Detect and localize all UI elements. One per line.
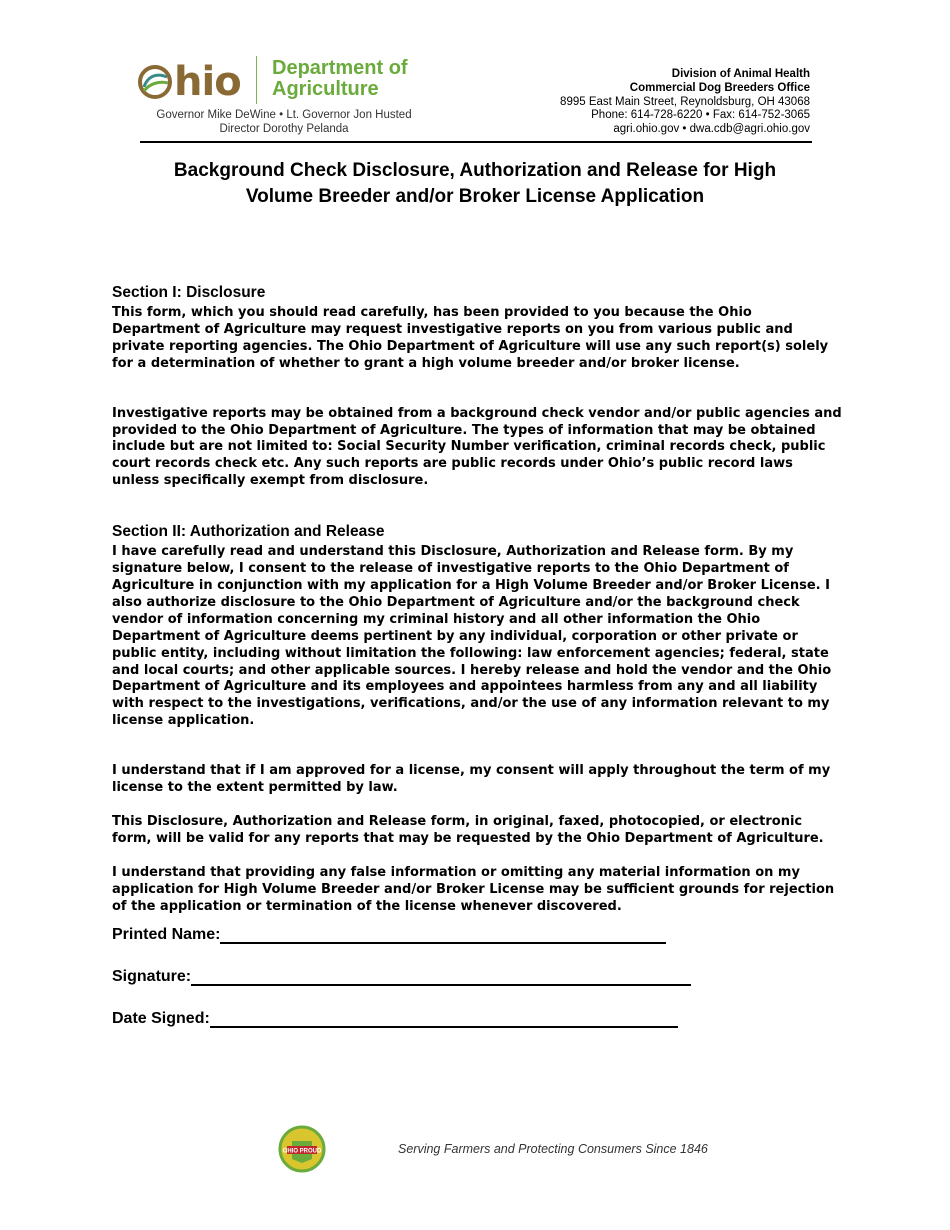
ohio-proud-seal-icon (278, 1125, 326, 1173)
seal-text: OHIO PROUD (282, 1148, 322, 1155)
ohio-word: hio (174, 59, 241, 105)
signature-label: Signature: (112, 968, 192, 985)
section1-paragraph: Investigative reports may be obtained from a background check vendor and/or public agencies and provided to the Ohio Department of Agriculture. The types of information that may be obtained include but are not limited to: Social Security Number verification, criminal records check, public court records check etc. Any such reports are public records under Ohio’s public record laws unless specifically exempt from disclosure. (112, 405, 842, 489)
section2-paragraph: I understand that providing any false information or omitting any material information on my application for High Volume Breeder and/or Broker License may be sufficient grounds for rejection of the application or termination of the license whenever discovered. (112, 864, 835, 914)
ohio-o-mark-icon (138, 65, 172, 99)
printed-name-field[interactable] (112, 924, 712, 944)
section2-paragraph: I understand that if I am approved for a license, my consent will apply throughout the term of my license to the extent permitted by law. (112, 763, 831, 796)
dept-name-line2: Agriculture (272, 78, 379, 100)
section1-heading: Section I: Disclosure (112, 284, 266, 301)
printed-name-line[interactable] (220, 928, 666, 944)
officials (144, 108, 424, 136)
web-email: agri.ohio.gov • dwa.cdb@agri.ohio.gov (613, 123, 810, 136)
title-line2: Volume Breeder and/or Broker License Application (245, 186, 705, 207)
section2-heading: Section II: Authorization and Release (112, 523, 385, 541)
dept-name (272, 58, 408, 100)
signature-line[interactable] (191, 970, 691, 986)
header-divider (140, 141, 812, 143)
director-line: Director Dorothy Pelanda (219, 123, 349, 135)
date-signed-field[interactable] (112, 1008, 712, 1028)
section2-paragraph: This Disclosure, Authorization and Release form, in original, faxed, photocopied, or electronic form, will be valid for any reports that may be requested by the Ohio Department of Agriculture. (112, 813, 824, 846)
logo-divider (256, 56, 257, 104)
governor-line: Governor Mike DeWine • Lt. Governor Jon Husted (156, 109, 412, 121)
date-signed-label: Date Signed: (112, 1010, 210, 1027)
document-title (112, 158, 838, 210)
signature-field[interactable] (112, 966, 712, 986)
dept-name-line1: Department of (272, 57, 408, 79)
contact-info (560, 68, 810, 137)
title-line1: Background Check Disclosure, Authorization and Release for High (173, 160, 777, 181)
footer-tagline: Serving Farmers and Protecting Consumers Since 1846 (398, 1142, 708, 1156)
ohio-wordmark (138, 60, 241, 104)
date-signed-line[interactable] (210, 1012, 678, 1028)
ohio-agriculture-logo (138, 56, 428, 136)
section1-paragraph: This form, which you should read carefully, has been provided to you because the Ohio Department of Agriculture may request investigative reports on you from various public and private reporting agencies. The Ohio Department of Agriculture will use any such report(s) solely for a determination of whether to grant a high volume breeder and/or broker license. (112, 305, 829, 371)
document-body (112, 284, 842, 915)
phone-fax: Phone: 614-728-6220 • Fax: 614-752-3065 (591, 109, 810, 122)
office-name: Commercial Dog Breeders Office (629, 81, 810, 94)
signature-fields (112, 924, 712, 1050)
address: 8995 East Main Street, Reynoldsburg, OH 43068 (560, 95, 810, 108)
printed-name-label: Printed Name: (112, 926, 221, 943)
division-name: Division of Animal Health (671, 68, 810, 80)
section2-paragraph: I have carefully read and understand this Disclosure, Authorization and Release form. By my signature below, I consent to the release of investigative reports to the Ohio Department of Agriculture in conjunction with my application for a High Volume Breeder and/or Broker License. I also authorize disclosure to the Ohio Department of Agriculture and/or the background check vendor of information concerning my criminal history and all other information the Ohio Department of Agriculture deems pertinent by any individual, corporation or other private or public entity, including without limitation the following: law enforcement agencies; federal, state and local courts; and other applicable sources. I hereby release and hold the vendor and the Ohio Department of Agriculture and its employees and appointees harmless from any and all liability with respect to the investigations, verifications, and/or the use of any information relevant to my license application. (112, 544, 832, 729)
